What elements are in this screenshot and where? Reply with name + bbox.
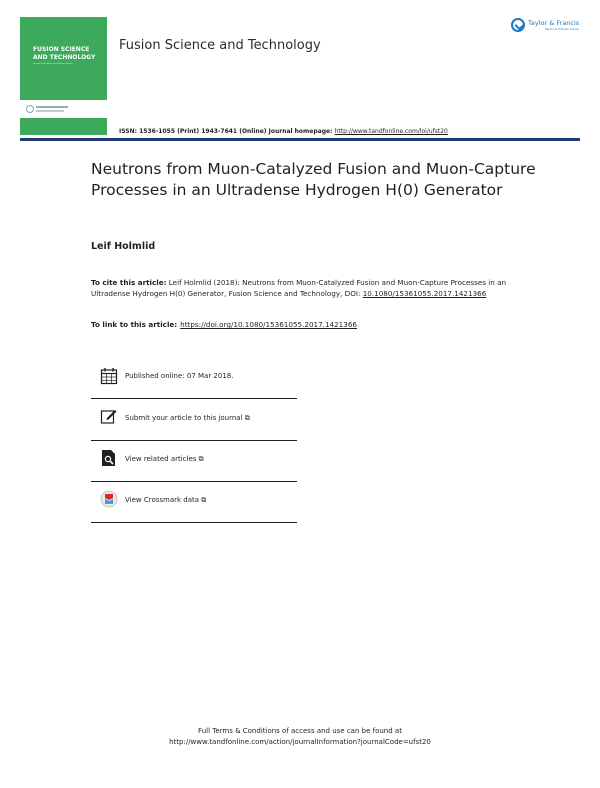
journal-cover-thumbnail [20, 17, 107, 135]
link-label: To link to this article: [91, 320, 178, 329]
cite-doi-link[interactable]: 10.1080/15361055.2017.1421366 [362, 288, 487, 298]
journal-title: Fusion Science and Technology [119, 38, 321, 53]
taylor-francis-logo [511, 18, 581, 36]
cite-text: Leif Holmlid (2018): Neutrons from Muon-Catalyzed Fusion and Muon-Capture Processes in an Ultradense Hydrogen H(0) Generator, Fusion Science and Technology, DOI: [91, 278, 507, 298]
cite-label: To cite this article: [91, 278, 167, 287]
article-title: Neutrons from Muon-Catalyzed Fusion and Muon-Capture Processes in an Ultradense Hydrogen H(0) Generator [91, 160, 536, 199]
document-search-icon [100, 449, 118, 467]
cover-bottom-band [20, 118, 107, 135]
calendar-icon [100, 367, 118, 385]
publisher-tagline: Taylor & Francis Group [545, 27, 579, 31]
footer-terms-link[interactable]: http://www.tandfonline.com/action/journalInformation?journalCode=ufst20 [169, 737, 431, 746]
related-articles-link[interactable]: View related articles ⧉ [125, 455, 204, 463]
taylor-francis-logo-icon [511, 18, 525, 32]
publisher-name: Taylor & Francis [528, 19, 580, 27]
divider [91, 440, 297, 441]
divider [91, 481, 297, 482]
article-doi-link[interactable]: https://doi.org/10.1080/15361055.2017.1421366 [180, 320, 357, 329]
divider [91, 398, 297, 399]
header-divider [20, 138, 580, 141]
divider [91, 522, 297, 523]
article-link-block [91, 320, 357, 329]
crossmark-icon [100, 490, 118, 508]
edit-icon [100, 407, 118, 425]
society-logo-icon [26, 105, 34, 113]
external-link-icon: ⧉ [201, 496, 207, 504]
article-author: Leif Holmlid [91, 241, 156, 252]
footer [0, 726, 600, 747]
cover-subtitle: Journal of the American Nuclear Society [33, 63, 73, 65]
journal-homepage-link[interactable]: http://www.tandfonline.com/loi/ufst20 [334, 128, 448, 135]
published-date: Published online: 07 Mar 2018. [125, 372, 234, 380]
cover-title-line1: FUSION SCIENCE [33, 46, 90, 53]
footer-line1: Full Terms & Conditions of access and use can be found at [198, 727, 402, 735]
cover-title [33, 46, 95, 66]
issn-line [119, 128, 448, 135]
citation-block [91, 278, 531, 299]
submit-article-link[interactable]: Submit your article to this journal ⧉ [125, 414, 250, 422]
issn-text: ISSN: 1536-1055 (Print) 1943-7641 (Online) Journal homepage: [119, 128, 335, 135]
external-link-icon: ⧉ [198, 455, 204, 463]
cover-title-line2: AND TECHNOLOGY [33, 54, 96, 61]
crossmark-link[interactable]: View Crossmark data ⧉ [125, 496, 207, 504]
cover-society-strip [20, 100, 107, 118]
external-link-icon: ⧉ [244, 414, 250, 422]
